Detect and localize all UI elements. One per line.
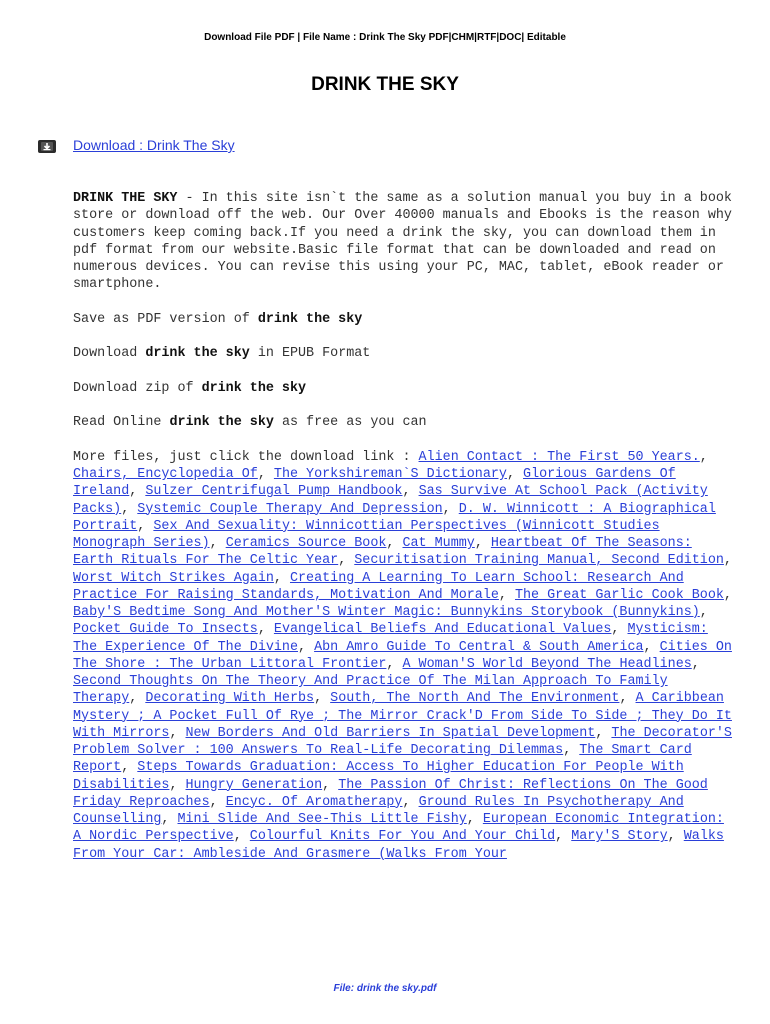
file-link[interactable]: Worst Witch Strikes Again [73, 570, 274, 586]
file-link[interactable]: The Decorator'S Problem Solver : 100 Answers To Real-Life Decorating Dilemmas [73, 725, 732, 758]
link-separator: , [402, 794, 419, 810]
page-footer: File: drink the sky.pdf [333, 983, 437, 994]
download-icon[interactable] [38, 140, 56, 153]
file-link[interactable]: Alien Contact : The First 50 Years. [418, 449, 700, 465]
read-online-line [73, 414, 733, 431]
file-link[interactable]: Sas Survive At School Pack (Activity Packs) [73, 484, 708, 517]
link-separator: , [611, 622, 628, 638]
link-separator: , [506, 467, 524, 482]
link-separator: , [137, 518, 154, 534]
line-text: in EPUB Format [249, 346, 371, 362]
link-separator: , [314, 691, 331, 707]
link-separator: , [699, 605, 708, 620]
file-link[interactable]: Baby'S Bedtime Song And Mother'S Winter Magic: Bunnykins Storybook (Bunnykins) [73, 605, 700, 620]
file-link[interactable]: Cities On The Shore : The Urban Littoral Frontier [73, 639, 732, 672]
file-link[interactable]: Glorious Gardens Of Ireland [73, 467, 676, 500]
file-link[interactable]: Mary'S Story [571, 829, 668, 845]
file-link[interactable]: Hungry Generation [185, 777, 323, 793]
epub-line [73, 345, 733, 362]
link-separator: , [209, 794, 226, 810]
link-separator: , [667, 829, 684, 845]
line-bold: drink the sky [169, 415, 274, 431]
more-files-paragraph [73, 449, 733, 863]
link-separator: , [233, 829, 250, 845]
line-bold: drink the sky [201, 380, 307, 396]
file-link[interactable]: Cat Mummy [402, 536, 475, 551]
link-separator: , [209, 536, 226, 551]
file-link[interactable]: Sulzer Centrifugal Pump Handbook [145, 484, 403, 500]
file-link[interactable]: Pocket Guide To Insects [73, 622, 258, 638]
save-pdf-line [73, 311, 733, 328]
link-separator: , [298, 639, 315, 655]
file-link[interactable]: The Smart Card Report [73, 743, 692, 776]
file-link[interactable]: The Yorkshireman`S Dictionary [273, 467, 507, 482]
file-link[interactable]: Mini Slide And See-This Little Fishy [177, 812, 467, 827]
link-separator: , [402, 484, 419, 500]
link-separator: , [723, 553, 732, 569]
file-link[interactable]: European Economic Integration: A Nordic Perspective [73, 812, 724, 845]
link-separator: , [257, 467, 274, 482]
link-separator: , [723, 587, 732, 603]
page-header: Download File PDF | File Name : Drink The Sky PDF|CHM|RTF|DOC| Editable [204, 32, 566, 43]
file-link[interactable]: Abn Amro Guide To Central & South America [314, 639, 644, 655]
file-link[interactable]: The Passion Of Christ: Reflections On The Good Friday Reproaches [73, 777, 708, 810]
line-text: Save as PDF version of [73, 311, 258, 327]
file-link[interactable]: Steps Towards Graduation: Access To Higher Education For People With Disabilities [73, 760, 684, 793]
file-link[interactable]: Mysticism: The Experience Of The Divine [73, 622, 708, 655]
link-separator: , [442, 501, 459, 517]
line-text: as free as you can [273, 415, 427, 431]
link-separator: , [498, 587, 515, 603]
file-link[interactable]: Sex And Sexuality: Winnicottian Perspectives (Winnicott Studies Monograph Series) [73, 518, 660, 551]
file-link[interactable]: Second Thoughts On The Theory And Practice Of The Milan Approach To Family Therapy [73, 674, 668, 707]
link-separator: , [338, 553, 355, 569]
line-text: Download zip of [73, 380, 202, 396]
main-content [73, 190, 733, 880]
line-bold: drink the sky [257, 311, 363, 327]
link-separator: , [466, 812, 483, 827]
link-separator: , [257, 622, 274, 638]
zip-line [73, 380, 733, 397]
line-text: Download [73, 346, 146, 362]
link-separator: , [322, 777, 339, 793]
file-link[interactable]: Walks From Your Car: Ambleside And Grasmere (Walks From Your [73, 829, 724, 862]
file-link[interactable]: Heartbeat Of The Seasons: Earth Rituals For The Celtic Year [73, 536, 692, 569]
link-separator: , [273, 570, 290, 586]
download-link[interactable]: Download : Drink The Sky [73, 137, 235, 153]
link-separator: , [474, 536, 491, 551]
link-separator: , [691, 656, 700, 672]
link-separator: , [643, 639, 660, 655]
file-link[interactable]: South, The North And The Environment [330, 691, 620, 707]
intro-bold: DRINK THE SKY [73, 191, 178, 206]
file-link[interactable]: Evangelical Beliefs And Educational Values [273, 622, 612, 638]
link-separator: , [169, 725, 186, 741]
line-bold: drink the sky [145, 346, 250, 362]
file-link[interactable]: A Woman'S World Beyond The Headlines [402, 656, 692, 672]
link-separator: , [386, 656, 403, 672]
link-separator: , [161, 812, 178, 827]
file-link[interactable]: New Borders And Old Barriers In Spatial Development [185, 725, 596, 741]
page-title: DRINK THE SKY [311, 74, 459, 95]
file-link[interactable]: Ceramics Source Book [225, 536, 387, 551]
link-separator: , [129, 691, 146, 707]
link-separator: , [595, 725, 612, 741]
more-files-links [73, 450, 732, 862]
link-separator: , [121, 760, 138, 776]
link-separator: , [555, 829, 572, 845]
link-separator: , [121, 501, 138, 517]
link-separator: , [386, 536, 403, 551]
file-link[interactable]: Securitisation Training Manual, Second Edition [354, 553, 724, 569]
intro-paragraph [73, 190, 733, 294]
link-separator: , [619, 691, 636, 707]
link-separator: , [129, 484, 146, 500]
link-separator: , [699, 449, 708, 465]
line-text: Read Online [73, 415, 170, 431]
file-link[interactable]: Encyc. Of Aromatherapy [225, 794, 403, 810]
file-link[interactable]: Creating A Learning To Learn School: Research And Practice For Raising Standards, Motivation And Morale [73, 570, 684, 603]
file-link[interactable]: Ground Rules In Psychotherapy And Counselling [73, 794, 684, 827]
file-link[interactable]: Colourful Knits For You And Your Child [249, 829, 556, 845]
link-separator: , [563, 743, 580, 758]
file-link[interactable]: D. W. Winnicott : A Biographical Portrait [73, 501, 716, 534]
intro-text: - In this site isn`t the same as a solution manual you buy in a book store or download off the web. Our Over 40000 manuals and Ebooks is the reason why customers keep coming back.If you need a drink the sky, you can download them in pdf format from our website.Basic file format that can be downloaded and read on numerous devices. You can revise this using your PC, MAC, tablet, eBook reader or smartphone. [73, 191, 732, 293]
more-files-prefix: More files, just click the download link : [73, 449, 419, 465]
file-link[interactable]: Systemic Couple Therapy And Depression [137, 501, 443, 517]
file-link[interactable]: A Caribbean Mystery ; A Pocket Full Of Rye ; The Mirror Crack'D From Side To Side ; They Do It With Mirrors [73, 691, 732, 741]
link-separator: , [169, 777, 186, 793]
file-link[interactable]: Chairs, Encyclopedia Of [73, 467, 258, 482]
file-link[interactable]: Decorating With Herbs [145, 691, 315, 707]
file-link[interactable]: The Great Garlic Cook Book [514, 587, 724, 603]
